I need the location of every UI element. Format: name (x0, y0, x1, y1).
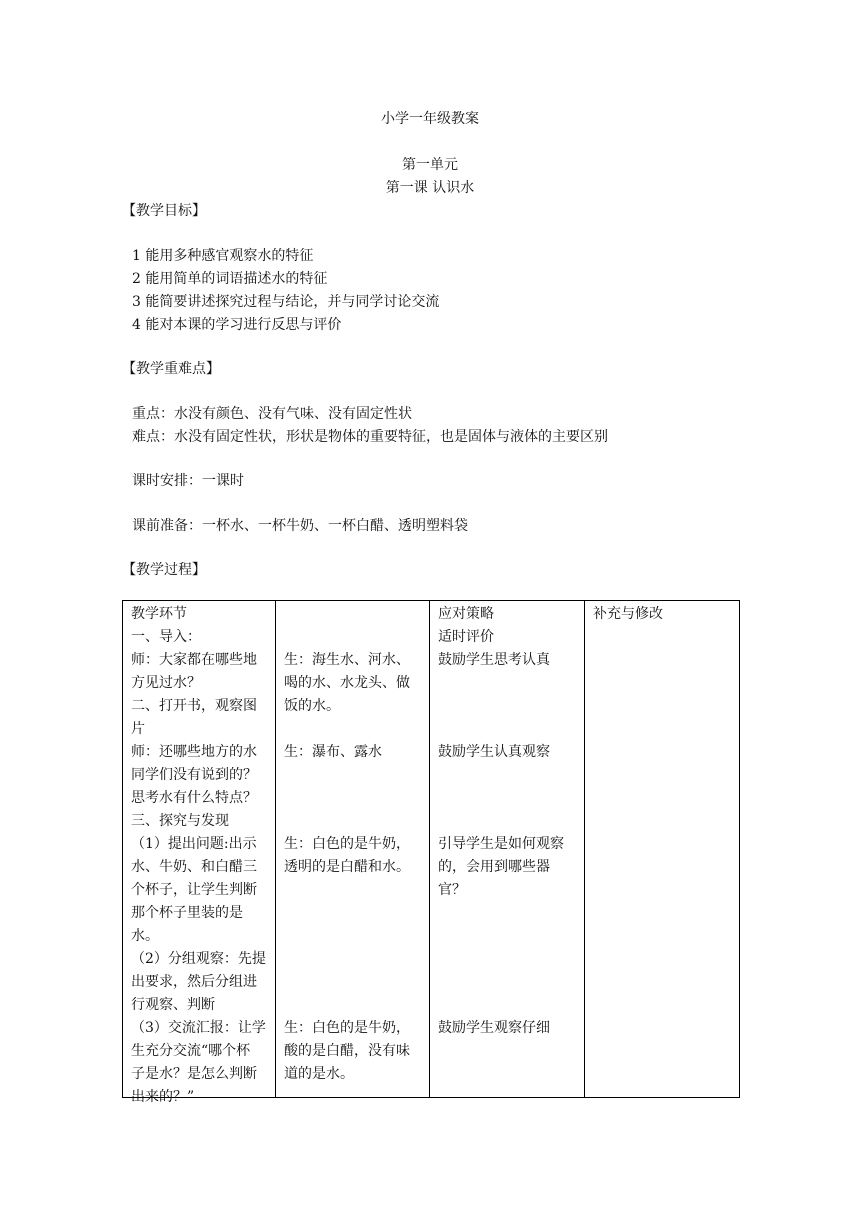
table-cell-line: 应对策略 (438, 606, 494, 622)
strategy-block (438, 833, 564, 902)
process-table (122, 600, 740, 1105)
schedule-text: 课时安排：一课时 (132, 473, 244, 489)
objective-item-2: 2 能用简单的词语描述水的特征 (132, 271, 328, 287)
student-response-block (284, 1017, 410, 1086)
table-cell-line: 出来的？” (131, 1089, 195, 1105)
student-response-block (284, 741, 382, 764)
strategy-block (438, 741, 550, 764)
table-cell-line: 二、打开书，观察图 (131, 698, 257, 714)
table-cell-line: 一、导入： (131, 629, 201, 645)
table-cell-line: 水。 (131, 928, 159, 944)
table-cell-line: 行观察、判断 (131, 997, 215, 1013)
process-heading: 【教学过程】 (122, 562, 206, 578)
table-cell-line: 生：白色的是牛奶， (284, 1020, 410, 1036)
table-cell-line: 酸的是白醋，没有味 (284, 1043, 410, 1059)
table-cell-line: 师：大家都在哪些地 (131, 652, 257, 668)
table-cell-line: 道的是水。 (284, 1066, 354, 1082)
table-cell-line: 鼓励学生观察仔细 (438, 1020, 550, 1036)
table-cell-line: 生充分交流“哪个杯 (131, 1043, 251, 1059)
table-cell-line: 适时评价 (438, 629, 494, 645)
strategy-cell (430, 601, 585, 1098)
objective-item-4: 4 能对本课的学习进行反思与评价 (132, 317, 342, 333)
table-cell-line: 片 (131, 721, 145, 737)
student-response-block (284, 649, 410, 718)
table-cell-line: 引导学生是如何观察 (438, 836, 564, 852)
table-cell-line: 生：海生水、河水、 (284, 652, 410, 668)
strategy-header (438, 603, 494, 649)
doc-title: 小学一年级教案 (381, 111, 479, 127)
table-cell-line: 的，会用到哪些器 (438, 859, 550, 875)
table-cell-line: 透明的是白醋和水。 (284, 859, 410, 875)
table-cell-line: 饭的水。 (284, 698, 340, 714)
student-response-block (284, 833, 410, 879)
teaching-steps-cell (123, 601, 276, 1105)
lesson-title: 第一课 认识水 (385, 180, 475, 196)
difficulty-point: 难点：水没有固定性状，形状是物体的重要特征，也是固体与液体的主要区别 (132, 429, 608, 445)
preparation-text: 课前准备：一杯水、一杯牛奶、一杯白醋、透明塑料袋 (132, 518, 468, 534)
table-cell-line: 思考水有什么特点？ (131, 790, 257, 806)
table-cell-line: 子是水？是怎么判断 (131, 1066, 257, 1082)
table-cell-line: 鼓励学生思考认真 (438, 652, 550, 668)
table-cell-line: 喝的水、水龙头、做 (284, 675, 410, 691)
student-response-cell (276, 601, 430, 1098)
key-points-heading: 【教学重难点】 (122, 361, 220, 377)
key-point: 重点：水没有颜色、没有气味、没有固定性状 (132, 406, 412, 422)
table-cell-line: （3）交流汇报：让学 (131, 1020, 266, 1036)
supplement-header: 补充与修改 (593, 606, 663, 622)
table-cell-line: 水、牛奶、和白醋三 (131, 859, 257, 875)
table-cell-line: （2）分组观察：先提 (131, 951, 266, 967)
strategy-block (438, 1017, 550, 1040)
table-cell-line: （1）提出问题:出示 (131, 836, 257, 852)
table-cell-line: 那个杯子里装的是 (131, 905, 243, 921)
table-cell-line: 同学们没有说到的？ (131, 767, 257, 783)
teaching-steps-column (131, 603, 266, 1109)
table-cell-line: 官？ (438, 882, 466, 898)
table-cell-line: 三、探究与发现 (131, 813, 229, 829)
table-cell-line: 个杯子，让学生判断 (131, 882, 257, 898)
table-cell-line: 生：瀑布、露水 (284, 744, 382, 760)
objective-item-1: 1 能用多种感官观察水的特征 (132, 248, 314, 264)
table-cell-line: 师：还哪些地方的水 (131, 744, 257, 760)
strategy-block (438, 649, 550, 672)
supplement-cell (585, 601, 740, 1098)
table-cell-line: 鼓励学生认真观察 (438, 744, 550, 760)
objective-item-3: 3 能简要讲述探究过程与结论，并与同学讨论交流 (132, 294, 440, 310)
objectives-heading: 【教学目标】 (122, 203, 206, 219)
unit-title: 第一单元 (402, 157, 458, 173)
table-cell-line: 教学环节 (131, 606, 187, 622)
table-cell-line: 方见过水？ (131, 675, 201, 691)
table-cell-line: 出要求，然后分组进 (131, 974, 257, 990)
table-cell-line: 生：白色的是牛奶， (284, 836, 410, 852)
